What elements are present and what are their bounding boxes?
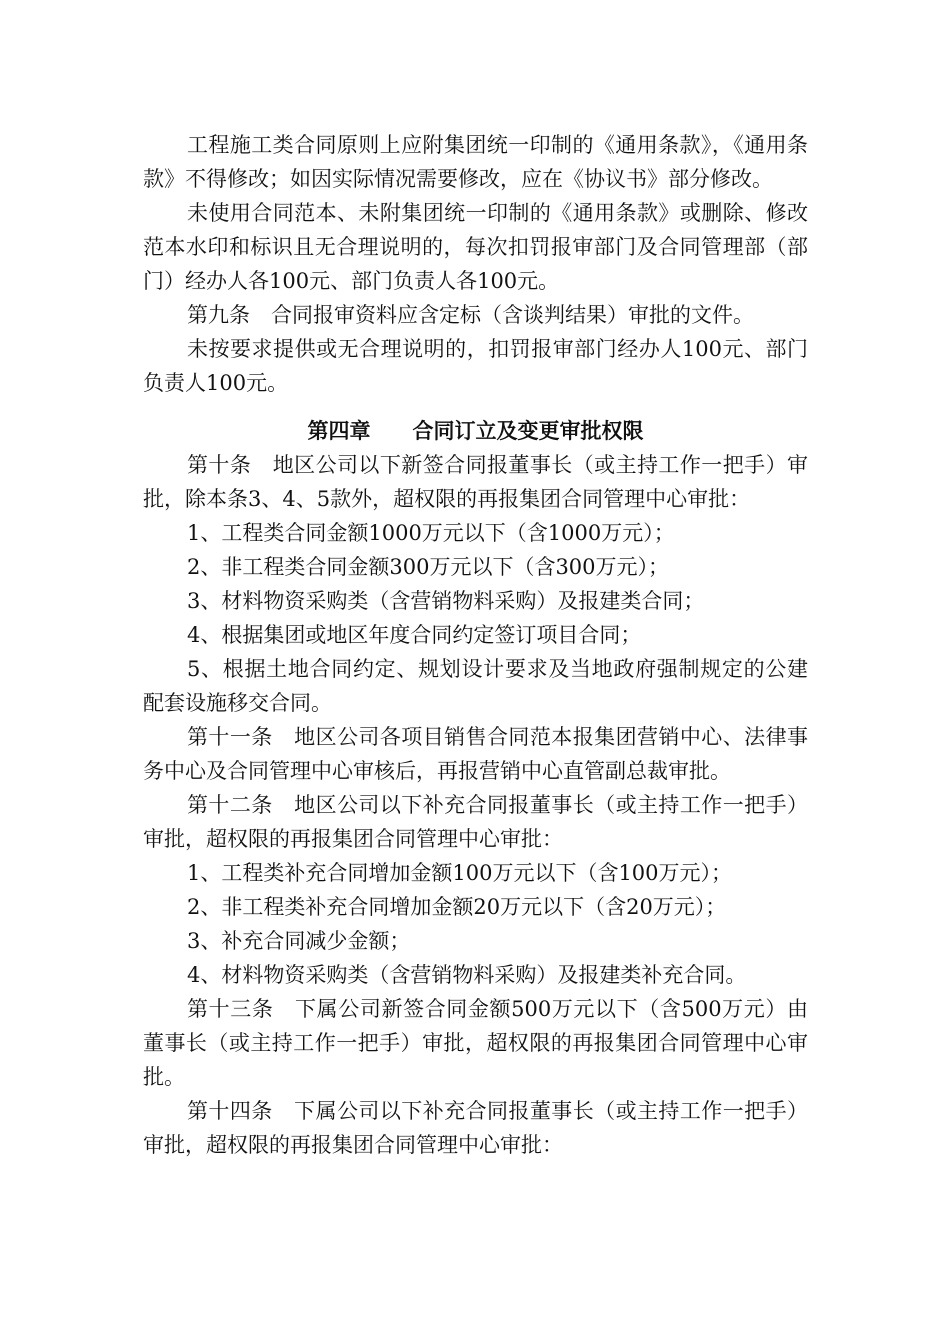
article-12-item-1: 1、工程类补充合同增加金额100万元以下（含100万元）； [187, 861, 733, 885]
article-14: 第十四条 下属公司以下补充合同报董事长（或主持工作一把手）审批，超权限的再报集团合同管理中心审批： [143, 1099, 808, 1157]
article-12-item-2: 2、非工程类补充合同增加金额20万元以下（含20万元）； [187, 895, 727, 919]
article-12-item-3: 3、补充合同减少金额； [187, 929, 411, 953]
article-9: 第九条 合同报审资料应含定标（含谈判结果）审批的文件。 [187, 303, 754, 327]
paragraph-penalty-materials: 未按要求提供或无合理说明的，扣罚报审部门经办人100元、部门负责人100元。 [143, 337, 808, 395]
article-10-item-4: 4、根据集团或地区年度合同约定签订项目合同； [187, 623, 642, 647]
article-10-item-2: 2、非工程类合同金额300万元以下（含300万元）； [187, 555, 670, 579]
article-12: 第十二条 地区公司以下补充合同报董事长（或主持工作一把手）审批，超权限的再报集团合同管理中心审批： [143, 793, 808, 851]
article-12-item-4: 4、材料物资采购类（含营销物料采购）及报建类补充合同。 [187, 963, 747, 987]
article-10-item-5: 5、根据土地合同约定、规划设计要求及当地政府强制规定的公建配套设施移交合同。 [143, 657, 808, 715]
article-10: 第十条 地区公司以下新签合同报董事长（或主持工作一把手）审批，除本条3、4、5款外，超权限的再报集团合同管理中心审批： [143, 453, 808, 511]
document-page [143, 128, 808, 1162]
article-13: 第十三条 下属公司新签合同金额500万元以下（含500万元）由董事长（或主持工作一把手）审批，超权限的再报集团合同管理中心审批。 [143, 997, 808, 1089]
article-11: 第十一条 地区公司各项目销售合同范本报集团营销中心、法律事务中心及合同管理中心审核后，再报营销中心直管副总裁审批。 [143, 725, 808, 783]
chapter-4-heading: 第四章 合同订立及变更审批权限 [307, 418, 644, 443]
paragraph-general-terms: 工程施工类合同原则上应附集团统一印制的《通用条款》，《通用条款》不得修改；如因实际情况需要修改，应在《协议书》部分修改。 [143, 133, 808, 191]
paragraph-penalty-template: 未使用合同范本、未附集团统一印制的《通用条款》或删除、修改范本水印和标识且无合理说明的，每次扣罚报审部门及合同管理部（部门）经办人各100元、部门负责人各100元。 [143, 201, 808, 293]
article-10-item-1: 1、工程类合同金额1000万元以下（含1000万元）； [187, 521, 675, 545]
article-10-item-3: 3、材料物资采购类（含营销物料采购）及报建类合同； [187, 589, 705, 613]
